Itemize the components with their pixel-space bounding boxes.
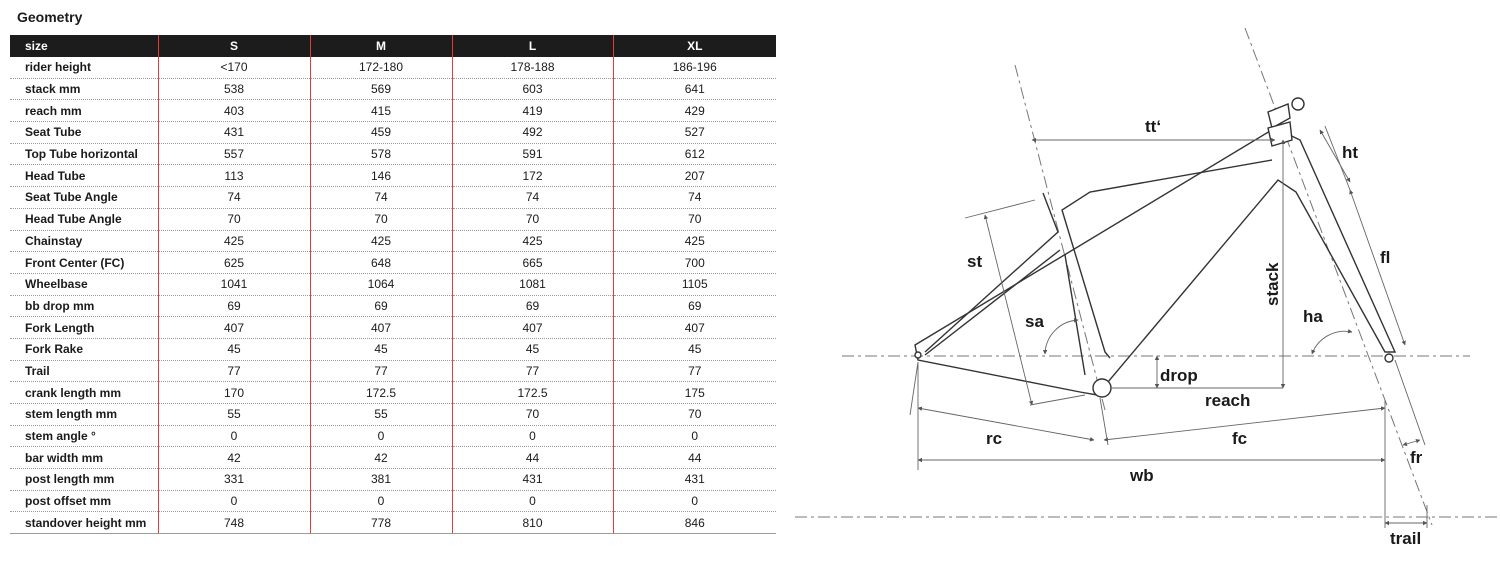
table-cell: 429	[613, 100, 776, 122]
label-ht: ht	[1342, 143, 1359, 162]
table-cell: 625	[158, 252, 310, 274]
table-cell: 74	[452, 187, 613, 209]
row-label: stem length mm	[10, 404, 158, 426]
table-row	[10, 122, 776, 144]
row-label: Seat Tube Angle	[10, 187, 158, 209]
table-cell: 407	[613, 317, 776, 339]
table-body	[10, 57, 776, 534]
table-cell: 1081	[452, 273, 613, 295]
table-row	[10, 469, 776, 491]
table-cell: 42	[310, 447, 452, 469]
table-cell: 612	[613, 143, 776, 165]
table-cell: 74	[158, 187, 310, 209]
table-cell: 175	[613, 382, 776, 404]
table-row	[10, 78, 776, 100]
table-cell: 403	[158, 100, 310, 122]
page-title: Geometry	[17, 9, 83, 25]
table-cell: 70	[613, 208, 776, 230]
table-cell: 170	[158, 382, 310, 404]
row-label: bar width mm	[10, 447, 158, 469]
row-label: Wheelbase	[10, 273, 158, 295]
table-cell: 45	[613, 338, 776, 360]
label-fl: fl	[1380, 248, 1391, 267]
row-label: Head Tube Angle	[10, 208, 158, 230]
label-ha: ha	[1303, 307, 1323, 326]
column-header: size	[10, 35, 158, 57]
table-row	[10, 295, 776, 317]
table-row	[10, 100, 776, 122]
table-cell: 1064	[310, 273, 452, 295]
row-label: standover height mm	[10, 512, 158, 534]
table-header-row	[10, 35, 776, 57]
column-header: M	[310, 35, 452, 57]
label-fc: fc	[1232, 429, 1248, 448]
row-label: post offset mm	[10, 490, 158, 512]
label-rc: rc	[986, 429, 1003, 448]
dimension-lines	[910, 126, 1427, 528]
table-row	[10, 447, 776, 469]
row-label: Seat Tube	[10, 122, 158, 144]
table-cell: 431	[158, 122, 310, 144]
table-cell: 419	[452, 100, 613, 122]
table-row	[10, 187, 776, 209]
table-cell: 415	[310, 100, 452, 122]
row-label: Fork Rake	[10, 338, 158, 360]
table-cell: 0	[158, 425, 310, 447]
table-cell: 407	[158, 317, 310, 339]
table-cell: 407	[310, 317, 452, 339]
label-stack: stack	[1263, 262, 1282, 306]
table-cell: 69	[613, 295, 776, 317]
table-cell: 648	[310, 252, 452, 274]
table-cell: 172.5	[310, 382, 452, 404]
table-cell: 810	[452, 512, 613, 534]
label-drop: drop	[1160, 366, 1198, 385]
table-cell: 700	[613, 252, 776, 274]
geometry-table	[10, 35, 776, 534]
table-cell: 207	[613, 165, 776, 187]
table-row	[10, 404, 776, 426]
table-cell: 146	[310, 165, 452, 187]
table-row	[10, 512, 776, 534]
row-label: reach mm	[10, 100, 158, 122]
table-row	[10, 425, 776, 447]
row-label: Trail	[10, 360, 158, 382]
label-st: st	[967, 252, 983, 271]
label-tt: tt‘	[1145, 117, 1162, 136]
reference-lines	[795, 28, 1498, 525]
table-cell: 431	[452, 469, 613, 491]
table-cell: 425	[310, 230, 452, 252]
table-cell: 0	[452, 425, 613, 447]
table-cell: 846	[613, 512, 776, 534]
table-cell: 1041	[158, 273, 310, 295]
table-cell: 557	[158, 143, 310, 165]
table-cell: 69	[452, 295, 613, 317]
table-cell: 74	[310, 187, 452, 209]
row-label: stem angle °	[10, 425, 158, 447]
table-cell: 381	[310, 469, 452, 491]
table-cell: 55	[310, 404, 452, 426]
table-cell: 172	[452, 165, 613, 187]
table-cell: 69	[310, 295, 452, 317]
table-cell: 70	[452, 404, 613, 426]
table-cell: 113	[158, 165, 310, 187]
row-label: stack mm	[10, 78, 158, 100]
row-label: bb drop mm	[10, 295, 158, 317]
label-sa: sa	[1025, 312, 1044, 331]
table-cell: <170	[158, 57, 310, 78]
table-cell: 55	[158, 404, 310, 426]
table-row	[10, 338, 776, 360]
label-reach: reach	[1205, 391, 1251, 410]
table-cell: 77	[310, 360, 452, 382]
table-row	[10, 360, 776, 382]
table-row	[10, 57, 776, 78]
table-row	[10, 165, 776, 187]
table-cell: 45	[310, 338, 452, 360]
table-cell: 44	[613, 447, 776, 469]
table-row	[10, 208, 776, 230]
table-row	[10, 252, 776, 274]
column-header: XL	[613, 35, 776, 57]
table-cell: 172-180	[310, 57, 452, 78]
table-cell: 0	[613, 490, 776, 512]
table-cell: 641	[613, 78, 776, 100]
table-cell: 178-188	[452, 57, 613, 78]
row-label: Top Tube horizontal	[10, 143, 158, 165]
table-row	[10, 382, 776, 404]
table-cell: 77	[452, 360, 613, 382]
label-fr: fr	[1410, 448, 1423, 467]
table-cell: 425	[613, 230, 776, 252]
table-cell: 591	[452, 143, 613, 165]
row-label: post length mm	[10, 469, 158, 491]
table-cell: 77	[613, 360, 776, 382]
table-cell: 665	[452, 252, 613, 274]
column-header: S	[158, 35, 310, 57]
table-cell: 45	[452, 338, 613, 360]
table-cell: 569	[310, 78, 452, 100]
table-cell: 459	[310, 122, 452, 144]
row-label: Chainstay	[10, 230, 158, 252]
table-cell: 172.5	[452, 382, 613, 404]
row-label: Fork Length	[10, 317, 158, 339]
table-cell: 69	[158, 295, 310, 317]
table-cell: 425	[452, 230, 613, 252]
table-cell: 70	[613, 404, 776, 426]
row-label: rider height	[10, 57, 158, 78]
column-header: L	[452, 35, 613, 57]
table-cell: 538	[158, 78, 310, 100]
table-cell: 44	[452, 447, 613, 469]
row-label: crank length mm	[10, 382, 158, 404]
table-cell: 407	[452, 317, 613, 339]
table-cell: 70	[310, 208, 452, 230]
row-label: Head Tube	[10, 165, 158, 187]
table-cell: 431	[613, 469, 776, 491]
label-wb: wb	[1130, 466, 1154, 485]
bike-geometry-diagram	[780, 0, 1500, 563]
table-cell: 748	[158, 512, 310, 534]
table-cell: 0	[310, 490, 452, 512]
table-cell: 425	[158, 230, 310, 252]
table-cell: 1105	[613, 273, 776, 295]
table-cell: 0	[613, 425, 776, 447]
table-cell: 0	[158, 490, 310, 512]
table-row	[10, 230, 776, 252]
table-cell: 0	[452, 490, 613, 512]
table-row	[10, 317, 776, 339]
table-cell: 74	[613, 187, 776, 209]
row-label: Front Center (FC)	[10, 252, 158, 274]
table-row	[10, 490, 776, 512]
table-cell: 492	[452, 122, 613, 144]
table-cell: 186-196	[613, 57, 776, 78]
table-cell: 0	[310, 425, 452, 447]
table-row	[10, 143, 776, 165]
label-trail: trail	[1390, 529, 1422, 548]
table-cell: 578	[310, 143, 452, 165]
table-cell: 527	[613, 122, 776, 144]
table-cell: 778	[310, 512, 452, 534]
table-cell: 331	[158, 469, 310, 491]
table-cell: 42	[158, 447, 310, 469]
table-cell: 45	[158, 338, 310, 360]
table-cell: 70	[158, 208, 310, 230]
table-cell: 70	[452, 208, 613, 230]
table-row	[10, 273, 776, 295]
table-cell: 77	[158, 360, 310, 382]
table-cell: 603	[452, 78, 613, 100]
bike-frame	[915, 98, 1395, 397]
